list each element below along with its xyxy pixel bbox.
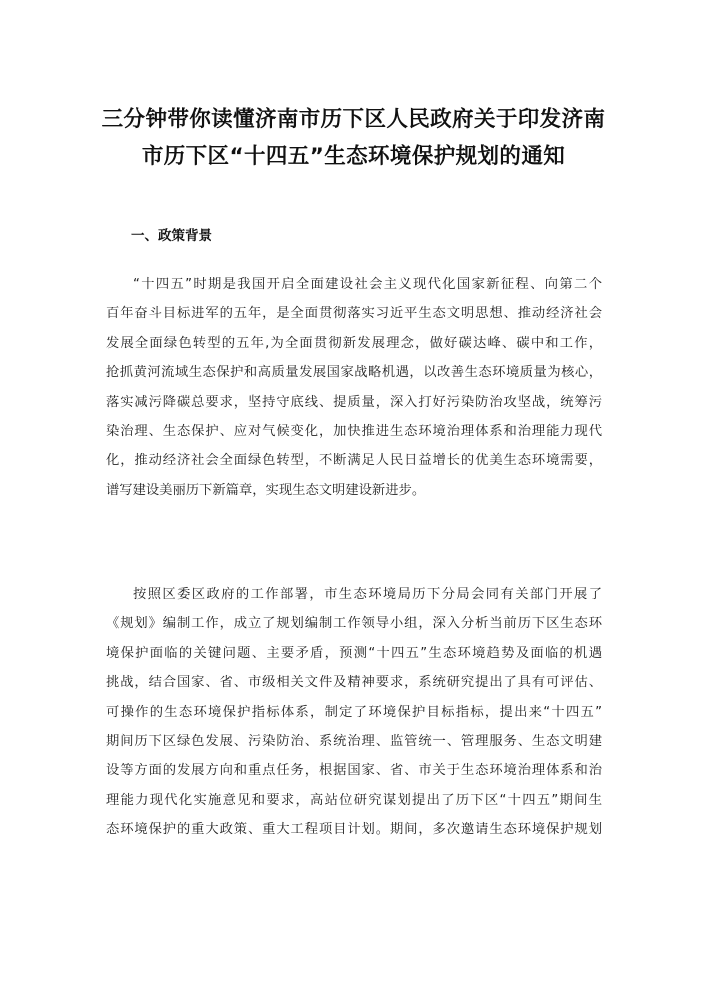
title-line: 三分钟带你读懂济南市历下区人民政府关于印发济南 [101,107,606,132]
paragraph-line: 百年奋斗目标进军的五年，是全面贯彻落实习近平生态文明思想、推动经济社会 [106,306,602,322]
paragraph-line: 落实减污降碳总要求，坚持守底线、提质量，深入打好污染防治攻坚战，统筹污 [106,394,602,410]
paragraph-line: 《规划》编制工作，成立了规划编制工作领导小组，深入分析当前历下区生态环 [106,616,602,632]
paragraph-line: 发展全面绿色转型的五年,为全面贯彻新发展理念，做好碳达峰、碳中和工作， [106,335,602,351]
paragraph-line: 谱写建设美丽历下新篇章，实现生态文明建设新进步。 [106,482,426,498]
paragraph-line: “十四五”时期是我国开启全面建设社会主义现代化国家新征程、向第二个 [133,277,602,292]
paragraph-line: 态环境保护的重大政策、重大工程项目计划。期间，多次邀请生态环境保护规划 [106,822,602,838]
paragraph-line: 按照区委区政府的工作部署，市生态环境局历下分局会同有关部门开展了 [133,587,602,602]
paragraph-line: 染治理、生态保护、应对气候变化，加快推进生态环境治理体系和治理能力现代 [106,423,602,439]
paragraph-line: 化，推动经济社会全面绿色转型，不断满足人民日益增长的优美生态环境需要， [106,453,602,469]
paragraph-line: 期间历下区绿色发展、污染防治、系统治理、监管统一、管理服务、生态文明建 [106,733,602,749]
paragraph-planning-work [106,580,602,845]
paragraph-line: 可操作的生态环境保护指标体系，制定了环境保护目标指标，提出来“十四五” [106,704,602,720]
document-title [90,101,617,175]
title-line: 市历下区“十四五”生态环境保护规划的通知 [141,144,566,169]
paragraph-line: 设等方面的发展方向和重点任务，根据国家、省、市关于生态环境治理体系和治 [106,763,602,779]
section-heading: 一、政策背景 [131,228,212,244]
paragraph-line: 境保护面临的关键问题、主要矛盾，预测“十四五”生态环境趋势及面临的机遇 [106,645,602,661]
paragraph-line: 理能力现代化实施意见和要求，高站位研究谋划提出了历下区“十四五”期间生 [106,792,602,808]
paragraph-line: 抢抓黄河流域生态保护和高质量发展国家战略机遇，以改善生态环境质量为核心， [106,365,602,381]
paragraph-policy-background [106,270,602,505]
paragraph-line: 挑战，结合国家、省、市级相关文件及精神要求，系统研究提出了具有可评估、 [106,675,602,691]
